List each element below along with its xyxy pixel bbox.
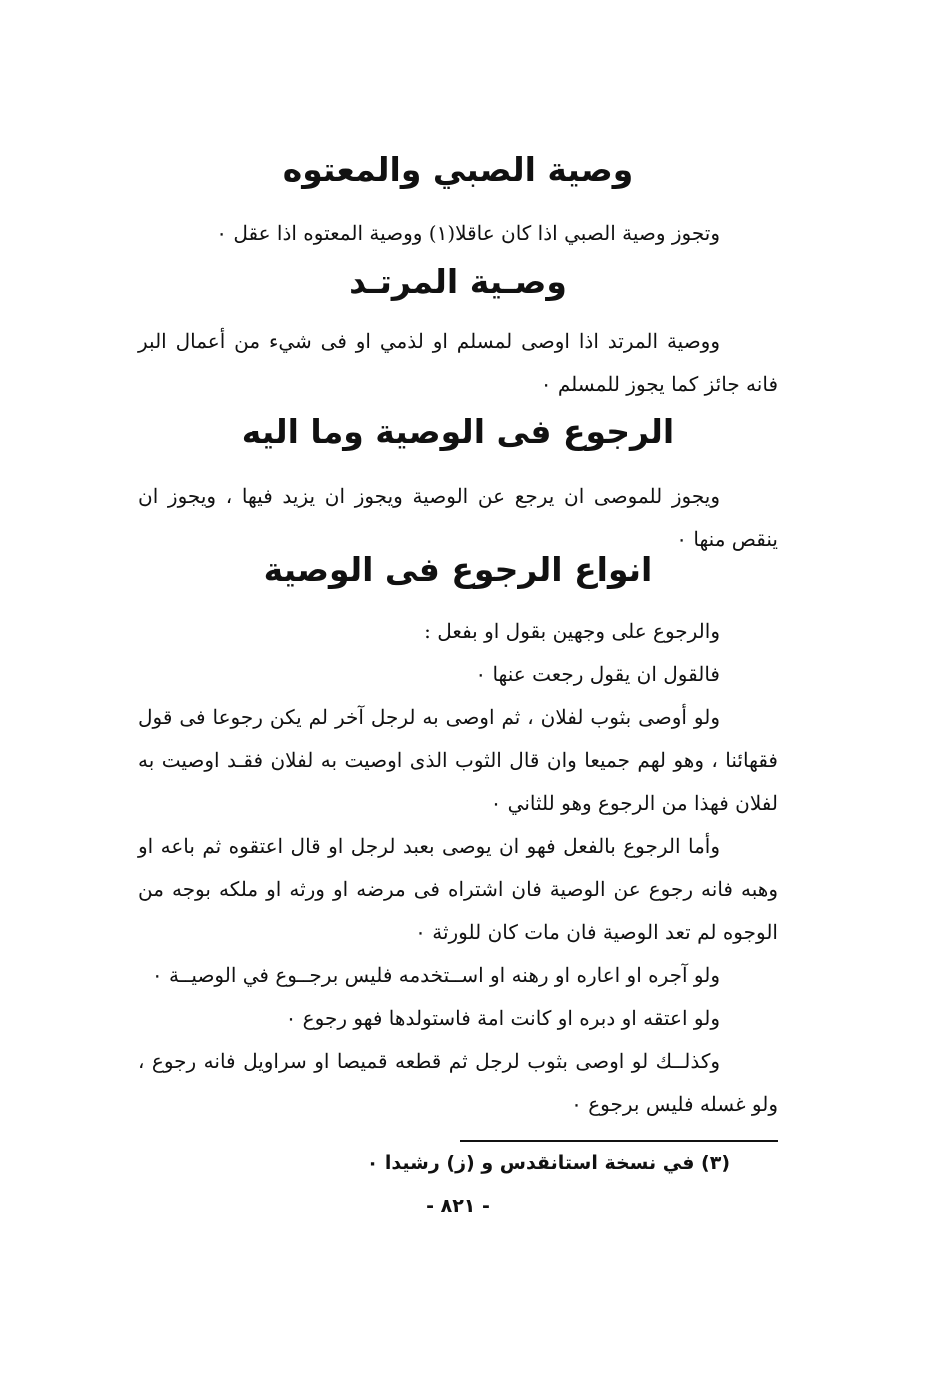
- heading-minor-and-insane-will: وصية الصبي والمعتوه: [282, 150, 634, 189]
- paragraph-two-ways: والرجوع على وجهين بقول او بفعل :: [424, 619, 720, 643]
- paragraph-minor-will: وتجوز وصية الصبي اذا كان عاقلا(١) ووصية المعتوه اذا عقل ٠: [216, 221, 720, 245]
- paragraph-revocation: ويجوز للموصى ان يرجع عن الوصية ويجوز ان يزيد فيها ، ويجوز ان ينقص منها ٠: [138, 484, 778, 551]
- paragraph-garment-bequest: ولو أوصى بثوب لفلان ، ثم اوصى به لرجل آخر لم يكن رجوعا فى قول فقهائنا ، وهو لهم جميعا وان قال الثوب الذى اوصيت به لفلان فقـد اوصيت به لفلان فهذا من الرجوع وهو للثاني ٠: [138, 705, 778, 815]
- paragraph-apostate-will: ووصية المرتد اذا اوصى لمسلم او لذمي او فى شيء من أعمال البر فانه جائز كما يجوز للمسلم ٠: [138, 329, 778, 396]
- heading-revocation-types: انواع الرجوع فى الوصية: [263, 550, 653, 589]
- footnote: (٣) في نسخة استانقدس و (ز) رشيدا ٠: [366, 1152, 730, 1174]
- paragraph-by-deed: وأما الرجوع بالفعل فهو ان يوصى بعبد لرجل او قال اعتقوه ثم باعه او وهبه فانه رجوع عن الوصية فان اشتراه فى مرضه او ورثه او ملكه بوجه من الوجوه لم تعد الوصية فان مات كان للورثة ٠: [138, 834, 778, 944]
- paragraph-garment-cut: وكذلــك لو اوصى بثوب لرجل ثم قطعه قميصا او سراويل فانه رجوع ، ولو غسله فليس برجوع ٠: [138, 1049, 778, 1116]
- heading-apostate-will: وصـية المرتـد: [349, 262, 567, 301]
- footnote-divider: [460, 1140, 778, 1142]
- page-number: - ٨٢١ -: [426, 1195, 490, 1217]
- paragraph-lease-loan: ولو آجره او اعاره او رهنه او اســتخدمه فليس برجــوع في الوصيــة ٠: [151, 963, 720, 987]
- heading-revocation: الرجوع فى الوصية وما اليه: [241, 412, 675, 451]
- paragraph-by-word: فالقول ان يقول رجعت عنها ٠: [475, 662, 720, 686]
- paragraph-manumission: ولو اعتقه او دبره او كانت امة فاستولدها فهو رجوع ٠: [285, 1006, 720, 1030]
- section-revocation-types: [138, 610, 778, 1126]
